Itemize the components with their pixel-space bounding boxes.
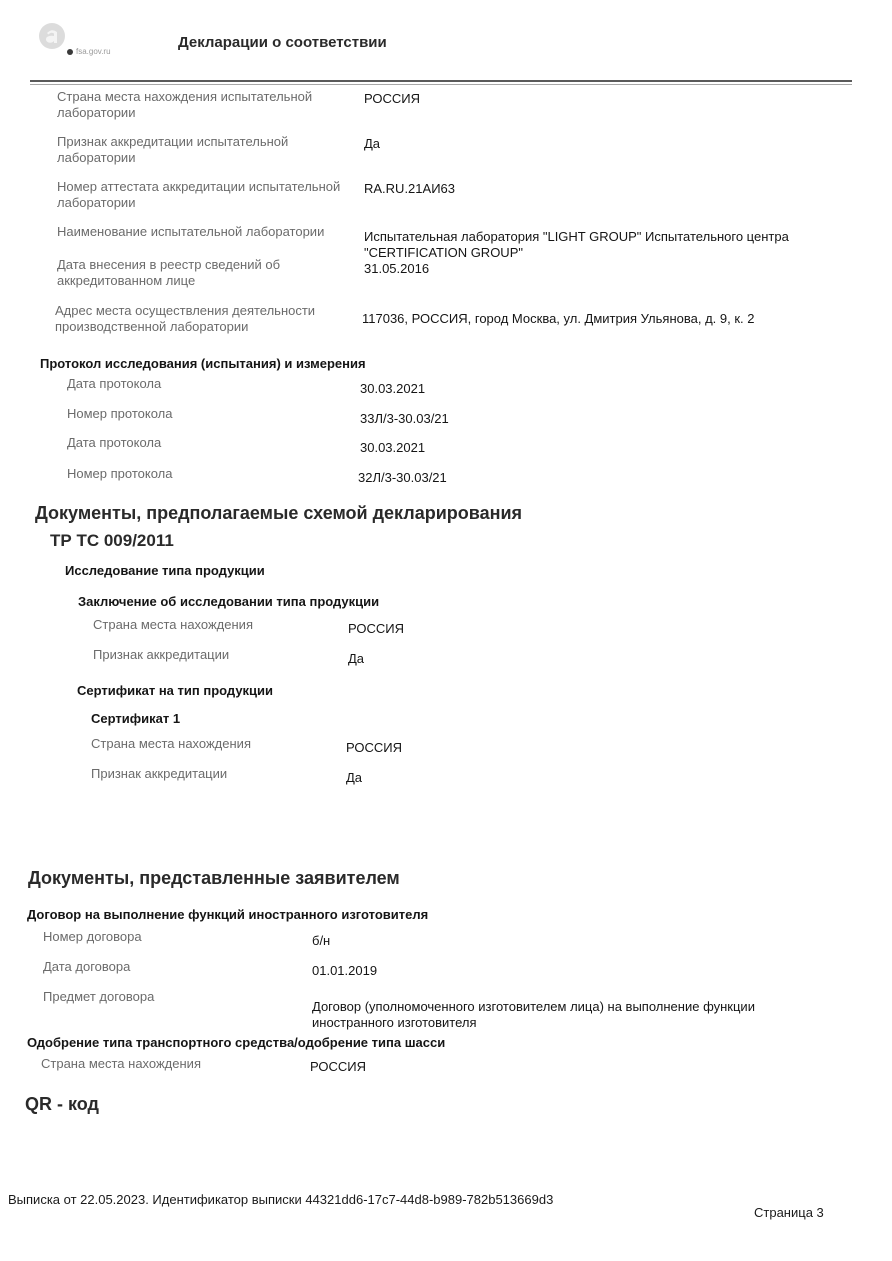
lab-info-value: 117036, РОССИЯ, город Москва, ул. Дмитрия Ульянова, д. 9, к. 2 bbox=[362, 311, 755, 326]
header-divider-secondary bbox=[30, 84, 852, 85]
contract-title: Договор на выполнение функций иностранного изготовителя bbox=[27, 907, 429, 922]
lab-info-value: RA.RU.21АИ63 bbox=[364, 181, 455, 196]
contract-label: Номер договора bbox=[43, 929, 142, 944]
lab-info-label: Признак аккредитации испытательной лаборатории bbox=[57, 134, 289, 165]
header-divider bbox=[30, 80, 852, 82]
protocol-label: Номер протокола bbox=[67, 466, 173, 481]
qr-title: QR - код bbox=[25, 1094, 99, 1114]
logo-dot bbox=[67, 49, 73, 55]
conclusion-value: Да bbox=[348, 651, 365, 666]
footer-extract: Выписка от 22.05.2023. Идентификатор выписки 44321dd6-17c7-44d8-b989-782b513669d3 bbox=[8, 1192, 554, 1207]
certificate-value: Да bbox=[346, 770, 363, 785]
certificate-value: РОССИЯ bbox=[346, 740, 403, 755]
contract-value: 01.01.2019 bbox=[312, 963, 378, 978]
conclusion-value: РОССИЯ bbox=[348, 621, 405, 636]
protocol-value: 32Л/3-30.03/21 bbox=[358, 470, 447, 485]
protocol-label: Номер протокола bbox=[67, 406, 173, 421]
conclusion-label: Страна места нахождения bbox=[93, 617, 253, 632]
fsa-logo-icon bbox=[38, 22, 66, 50]
contract-label: Дата договора bbox=[43, 959, 131, 974]
page-number: Страница 3 bbox=[754, 1205, 824, 1220]
regulation-title: ТР ТС 009/2011 bbox=[50, 531, 174, 550]
protocol-title: Протокол исследования (испытания) и измерения bbox=[40, 356, 366, 371]
type-approval-title: Одобрение типа транспортного средства/одобрение типа шасси bbox=[27, 1035, 446, 1050]
scheme-docs-title: Документы, предполагаемые схемой декларирования bbox=[35, 503, 523, 523]
lab-info-label: Дата внесения в реестр сведений об аккредитованном лице bbox=[57, 257, 281, 288]
conclusion-title: Заключение об исследовании типа продукции bbox=[78, 594, 380, 609]
lab-info-value: 31.05.2016 bbox=[364, 261, 430, 276]
applicant-docs-title: Документы, представленные заявителем bbox=[28, 868, 400, 888]
type-approval-label: Страна места нахождения bbox=[41, 1056, 201, 1071]
logo-site-label: fsa.gov.ru bbox=[76, 47, 111, 56]
page-title: Декларации о соответствии bbox=[178, 34, 387, 51]
type-study-title: Исследование типа продукции bbox=[65, 563, 265, 578]
certificate-section-title: Сертификат на тип продукции bbox=[77, 683, 274, 698]
lab-info-value: Испытательная лаборатория "LIGHT GROUP" Испытательного центра "CERTIFICATION GROUP" bbox=[364, 229, 789, 260]
lab-info-label: Номер аттестата аккредитации испытательной лаборатории bbox=[57, 179, 341, 210]
certificate-label: Страна места нахождения bbox=[91, 736, 251, 751]
lab-info-label: Адрес места осуществления деятельности производственной лаборатории bbox=[55, 303, 316, 334]
contract-value: б/н bbox=[312, 933, 331, 948]
type-approval-value: РОССИЯ bbox=[310, 1059, 367, 1074]
contract-value: Договор (уполномоченного изготовителем лица) на выполнение функции иностранного изготовителя bbox=[312, 999, 755, 1030]
protocol-label: Дата протокола bbox=[67, 376, 162, 391]
protocol-value: 33Л/3-30.03/21 bbox=[360, 411, 449, 426]
protocol-value: 30.03.2021 bbox=[360, 440, 426, 455]
certificate-title: Сертификат 1 bbox=[91, 711, 181, 726]
protocol-label: Дата протокола bbox=[67, 435, 162, 450]
certificate-label: Признак аккредитации bbox=[91, 766, 228, 781]
lab-info-label: Страна места нахождения испытательной лаборатории bbox=[57, 89, 313, 120]
contract-label: Предмет договора bbox=[43, 989, 155, 1004]
lab-info-value: РОССИЯ bbox=[364, 91, 421, 106]
lab-info-label: Наименование испытательной лаборатории bbox=[57, 224, 325, 239]
protocol-value: 30.03.2021 bbox=[360, 381, 426, 396]
conclusion-label: Признак аккредитации bbox=[93, 647, 230, 662]
lab-info-value: Да bbox=[364, 136, 381, 151]
